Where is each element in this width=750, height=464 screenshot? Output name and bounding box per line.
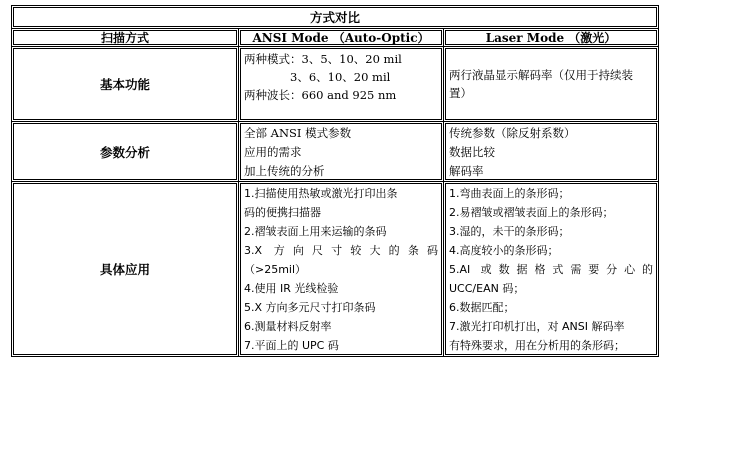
header-scan-method: 扫描方式: [13, 30, 237, 45]
cell-line: 加上传统的分析: [244, 164, 325, 178]
cell-line: 1.扫描使用热敏或激光打印出条: [244, 187, 398, 200]
row-label: 具体应用: [13, 183, 237, 355]
row-label-cell: [12, 182, 239, 357]
cell-line: 7.平面上的 UPC 码: [244, 339, 339, 352]
cell-line: 6.测量材料反射率: [244, 320, 332, 333]
comparison-table: [11, 5, 659, 357]
cell-line: 两行液晶显示解码率（仅用于持续装: [449, 68, 633, 82]
cell-line: 全部 ANSI 模式参数: [244, 126, 352, 140]
cell-line: 4.使用 IR 光线检验: [244, 282, 339, 295]
cell-line: 4.高度较小的条形码；: [449, 244, 559, 257]
cell-line: 5.AI 或数据格式需要分心的: [449, 263, 654, 276]
cell-line: 应用的需求: [244, 145, 302, 159]
cell-line: 2.易褶皱或褶皱表面上的条形码；: [449, 206, 614, 219]
header-cell-scan-method: [12, 29, 239, 47]
laser-cell: [444, 122, 659, 182]
cell-line: 有特殊要求，用在分析用的条形码；: [449, 339, 625, 352]
cell-line: 3.湿的，未干的条形码；: [449, 225, 570, 238]
ansi-cell: [239, 122, 444, 182]
laser-cell: [444, 182, 659, 357]
cell-line: 传统参数（除反射系数）: [449, 126, 576, 140]
cell-line: 3、6、10、20 mil: [290, 70, 391, 84]
cell-line: 两种模式：3、5、10、20 mil: [244, 52, 402, 66]
cell-line: 6.数据匹配；: [449, 301, 515, 314]
table-row: [12, 122, 659, 182]
cell-line: 码的便携扫描器: [244, 206, 321, 219]
cell-line: 3.X 方向尺寸较大的条码: [244, 244, 438, 257]
cell-line: 数据比较: [449, 145, 495, 159]
table-title: 方式对比: [13, 7, 657, 27]
header-ansi-mode: ANSI Mode （Auto-Optic）: [240, 30, 442, 45]
cell-line: 置）: [449, 86, 472, 100]
cell-line: 2.褶皱表面上用来运输的条码: [244, 225, 387, 238]
header-cell-ansi: [239, 29, 444, 47]
cell-line: UCC/EAN 码；: [449, 282, 525, 295]
cell-line: （>25mil）: [244, 263, 307, 276]
header-cell-laser: [444, 29, 659, 47]
cell-line: 1.弯曲表面上的条形码；: [449, 187, 570, 200]
laser-cell: [444, 47, 659, 122]
cell-line: 7.激光打印机打出，对 ANSI 解码率: [449, 320, 625, 333]
ansi-cell: [239, 47, 444, 122]
row-label-cell: [12, 47, 239, 122]
ansi-cell: [239, 182, 444, 357]
table-row: [12, 182, 659, 357]
header-laser-mode: Laser Mode （激光）: [445, 30, 657, 45]
table-row: [12, 47, 659, 122]
cell-line: 5.X 方向多元尺寸打印条码: [244, 301, 376, 314]
cell-line: 解码率: [449, 164, 484, 178]
cell-line: 两种波长：660 and 925 nm: [244, 88, 397, 102]
row-label: 参数分析: [13, 123, 237, 180]
row-label-cell: [12, 122, 239, 182]
row-label: 基本功能: [13, 48, 237, 120]
table-title-cell: [12, 6, 659, 29]
